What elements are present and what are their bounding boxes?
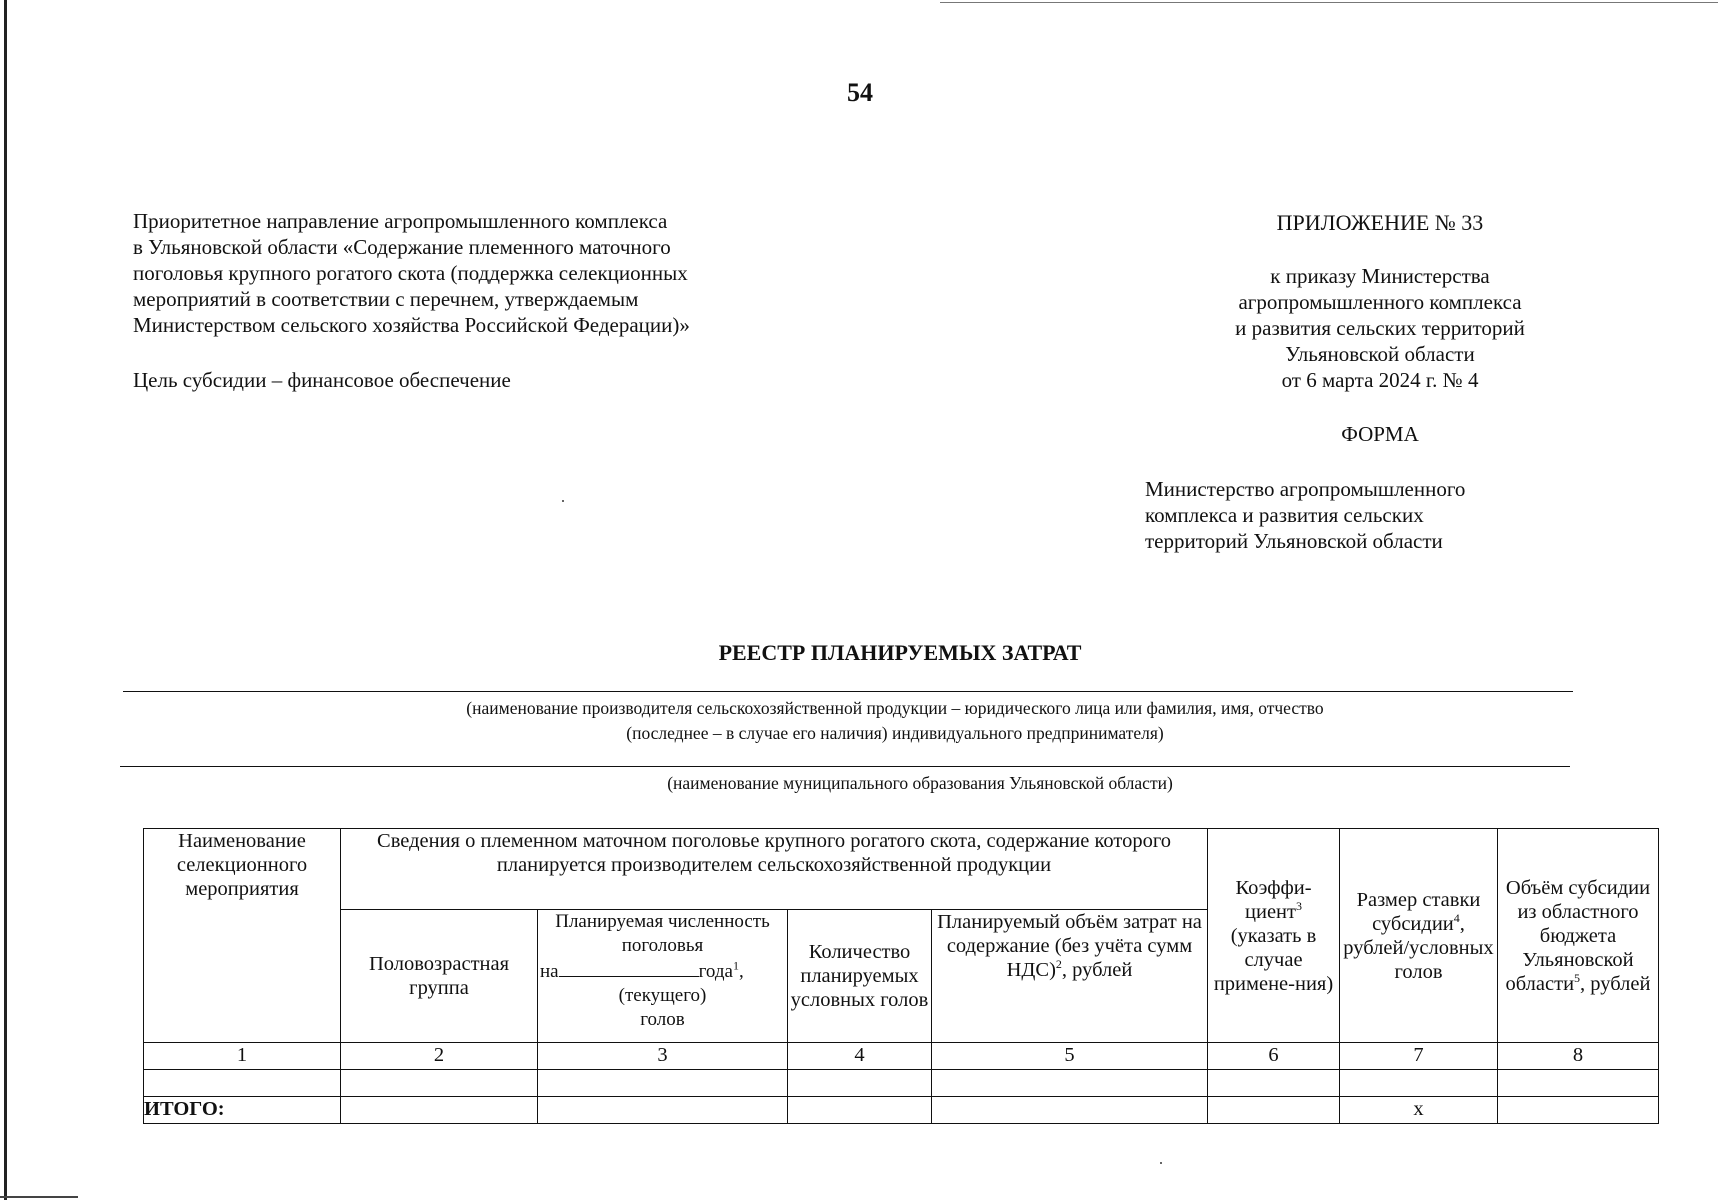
table-cell[interactable] <box>144 1070 341 1097</box>
registry-table <box>143 828 1659 1124</box>
header-livestock-group: Сведения о племенном маточном поголовье крупного рогатого скота, содержание которого планируется производителем сельскохозяйственной продукции <box>341 829 1208 910</box>
priority-line: мероприятий в соответствии с перечнем, утверждаемым <box>133 287 639 311</box>
order-line: к приказу Министерства <box>1270 264 1490 288</box>
table-cell[interactable] <box>788 1070 932 1097</box>
headcount-year: года <box>698 961 733 982</box>
footnote-ref: 2 <box>1055 957 1062 972</box>
headcount-na: на <box>540 961 559 982</box>
coefficient-label: Коэффи-циент <box>1235 876 1312 923</box>
headcount-current: (текущего) <box>618 985 707 1006</box>
headcount-unit: голов <box>640 1009 685 1030</box>
producer-hint-line: (последнее – в случае его наличия) индивидуального предпринимателя) <box>626 723 1164 743</box>
scan-edge-top <box>940 2 1718 3</box>
column-number: 5 <box>932 1043 1208 1070</box>
ministry-addressee <box>1145 476 1565 554</box>
header-rate <box>1340 829 1498 1043</box>
municipality-name-line <box>120 766 1570 767</box>
column-numbers-row <box>144 1043 1659 1070</box>
table-cell[interactable] <box>1498 1070 1659 1097</box>
footnote-ref: 3 <box>1295 898 1302 913</box>
order-line: и развития сельских территорий <box>1235 316 1525 340</box>
order-line: от 6 марта 2024 г. № 4 <box>1281 368 1479 392</box>
header-subsidy-volume <box>1498 829 1659 1043</box>
priority-line: поголовья крупного рогатого скота (поддержка селекционных <box>133 261 688 285</box>
rate-label: Размер ставки субсидии <box>1356 888 1481 935</box>
scan-edge-left <box>4 0 7 1200</box>
document-title: РЕЕСТР ПЛАНИРУЕМЫХ ЗАТРАТ <box>718 640 1082 665</box>
page-number: 54 <box>847 78 873 107</box>
rate-unit: , рублей/условных голов <box>1343 912 1494 983</box>
column-number: 4 <box>788 1043 932 1070</box>
priority-line: Приоритетное направление агропромышленного комплекса <box>133 209 668 233</box>
column-number: 1 <box>144 1043 341 1070</box>
table-cell[interactable] <box>1208 1097 1340 1124</box>
table-cell[interactable] <box>341 1070 538 1097</box>
ministry-line: территорий Ульяновской области <box>1145 529 1443 553</box>
header-conditional-heads: Количество планируемых условных голов <box>788 910 932 1043</box>
scan-speck <box>1160 1162 1162 1164</box>
header-planned-costs <box>932 910 1208 1043</box>
column-number: 6 <box>1208 1043 1340 1070</box>
scan-speck <box>562 500 564 502</box>
column-number: 2 <box>341 1043 538 1070</box>
total-row <box>144 1097 1659 1124</box>
volume-label: Объём субсидии из областного бюджета Ульяновской области <box>1505 876 1651 995</box>
producer-name-line <box>123 691 1573 692</box>
ministry-line: Министерство агропромышленного <box>1145 477 1466 501</box>
table-cell[interactable] <box>932 1070 1208 1097</box>
table-row <box>144 1070 1659 1097</box>
form-label: ФОРМА <box>1341 422 1419 446</box>
ministry-line: комплекса и развития сельских <box>1145 503 1424 527</box>
subsidy-goal: Цель субсидии – финансовое обеспечение <box>133 368 511 392</box>
order-reference <box>1195 263 1565 393</box>
header-planned-headcount <box>538 910 788 1043</box>
table-cell[interactable] <box>1340 1070 1498 1097</box>
coefficient-note: (указать в случае примене-ния) <box>1213 924 1334 995</box>
volume-unit: , рублей <box>1580 972 1651 995</box>
header-age-group: Половозрастная группа <box>341 910 538 1043</box>
table-cell[interactable] <box>932 1097 1208 1124</box>
headcount-label: Планируемая численность поголовья <box>555 911 770 956</box>
table-cell[interactable] <box>538 1070 788 1097</box>
column-number: 3 <box>538 1043 788 1070</box>
producer-name-hint <box>220 696 1570 746</box>
total-label: ИТОГО: <box>144 1097 341 1124</box>
costs-label: Планируемый объём затрат на содержание (без учёта сумм НДС) <box>937 911 1202 981</box>
costs-unit: , рублей <box>1061 959 1133 981</box>
year-blank <box>559 958 699 977</box>
table-cell[interactable] <box>1498 1097 1659 1124</box>
table-cell[interactable] <box>1208 1070 1340 1097</box>
scan-edge-bottom <box>0 1196 78 1198</box>
priority-direction <box>133 208 833 338</box>
footnote-ref: 5 <box>1574 970 1581 985</box>
municipality-name-hint: (наименование муниципального образования Ульяновской области) <box>667 773 1173 793</box>
table-cell[interactable] <box>341 1097 538 1124</box>
priority-line: Министерством сельского хозяйства Российской Федерации)» <box>133 313 690 337</box>
order-line: Ульяновской области <box>1285 342 1475 366</box>
appendix-title: ПРИЛОЖЕНИЕ № 33 <box>1276 210 1484 235</box>
footnote-ref: 1 <box>732 958 739 973</box>
priority-line: в Ульяновской области «Содержание племенного маточного <box>133 235 671 259</box>
column-number: 7 <box>1340 1043 1498 1070</box>
headcount-year-line: на года$^1$, <box>540 958 744 982</box>
footnote-ref: 4 <box>1453 910 1460 925</box>
table-cell[interactable] <box>788 1097 932 1124</box>
header-coefficient <box>1208 829 1340 1043</box>
header-event-name: Наименование селекционного мероприятия <box>144 829 341 1043</box>
total-rate-mark: х <box>1340 1097 1498 1124</box>
table-cell[interactable] <box>538 1097 788 1124</box>
column-number: 8 <box>1498 1043 1659 1070</box>
order-line: агропромышленного комплекса <box>1238 290 1522 314</box>
producer-hint-line: (наименование производителя сельскохозяйственной продукции – юридического лица или фамилия, имя, отчество <box>466 698 1324 718</box>
